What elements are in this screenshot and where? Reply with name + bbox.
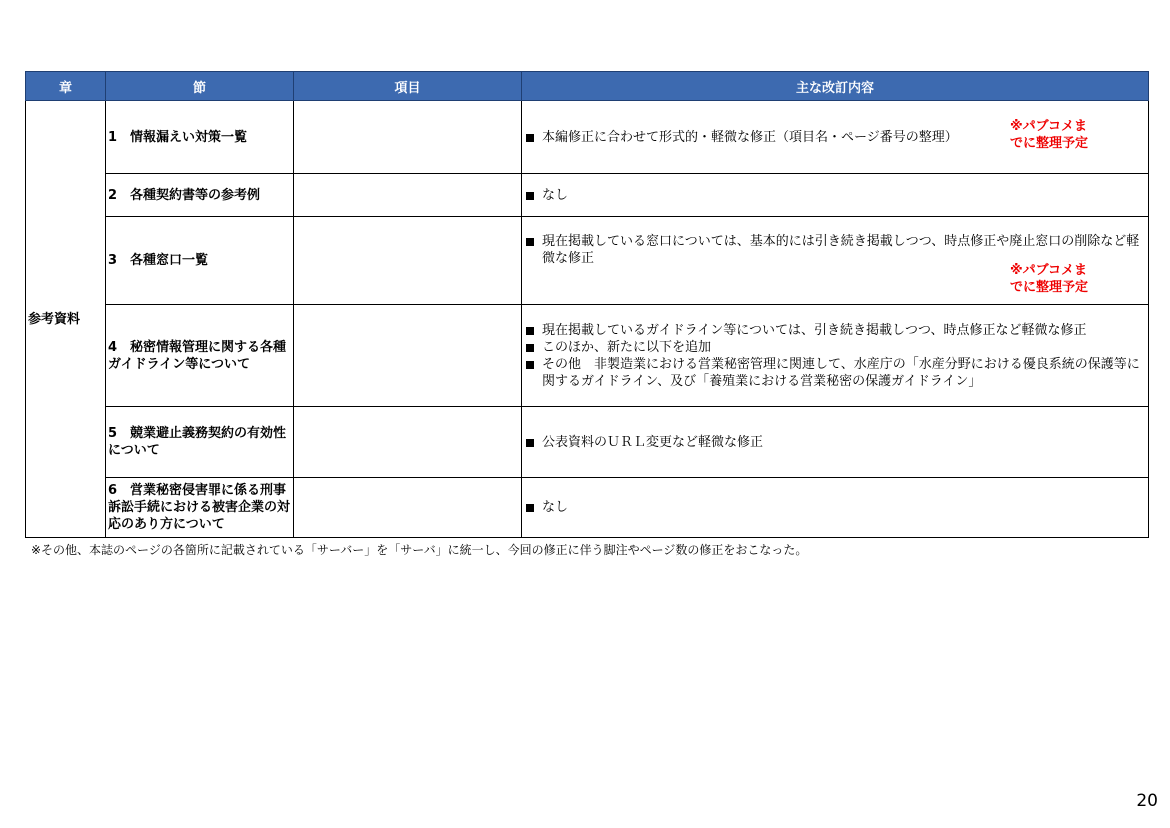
- bullet-item: 現在掲載しているガイドライン等については、引き続き掲載しつつ、時点修正など軽微な修正: [524, 322, 1146, 339]
- pending-note: ※パブコメまでに整理予定: [1010, 119, 1089, 151]
- table-row: [26, 305, 1149, 407]
- content-cell: [522, 101, 1149, 174]
- section-cell: 3 各種窓口一覧: [106, 217, 294, 305]
- bullet-item: 本編修正に合わせて形式的・軽微な修正（項目名・ページ番号の整理）: [524, 129, 1146, 146]
- header-item: 項目: [294, 72, 522, 101]
- table-header-row: [26, 72, 1149, 101]
- item-cell: [294, 478, 522, 538]
- bullet-item: 現在掲載している窓口については、基本的には引き続き掲載しつつ、時点修正や廃止窓口の削除など軽微な修正: [524, 233, 1146, 267]
- bullet-item: その他 非製造業における営業秘密管理に関連して、水産庁の「水産分野における優良系統の保護等に関するガイドライン、及び「養殖業における営業秘密の保護ガイドライン」: [524, 356, 1146, 390]
- section-cell: 5 競業避止義務契約の有効性について: [106, 407, 294, 478]
- content-cell: [522, 305, 1149, 407]
- revision-table: [25, 71, 1149, 538]
- bullet-item: なし: [524, 499, 1146, 516]
- item-cell: [294, 217, 522, 305]
- item-cell: [294, 174, 522, 217]
- section-cell: 4 秘密情報管理に関する各種ガイドライン等について: [106, 305, 294, 407]
- section-cell: 2 各種契約書等の参考例: [106, 174, 294, 217]
- section-cell: 6 営業秘密侵害罪に係る刑事訴訟手続における被害企業の対応のあり方について: [106, 478, 294, 538]
- item-cell: [294, 407, 522, 478]
- footnote: ※その他、本誌のページの各箇所に記載されている「サーバー」を「サーバ」に統一し、今回の修正に伴う脚注やページ数の修正をおこなった。: [31, 543, 808, 557]
- bullet-item: なし: [524, 187, 1146, 204]
- table-row: [26, 101, 1149, 174]
- bullet-list: [524, 434, 1146, 451]
- table-row: [26, 478, 1149, 538]
- page-number: 20: [1136, 791, 1158, 811]
- header-section: 節: [106, 72, 294, 101]
- content-cell: [522, 478, 1149, 538]
- content-cell: [522, 174, 1149, 217]
- bullet-item: このほか、新たに以下を追加: [524, 339, 1146, 356]
- bullet-item: 公表資料のＵＲＬ変更など軽微な修正: [524, 434, 1146, 451]
- content-cell: [522, 217, 1149, 305]
- content-cell: [522, 407, 1149, 478]
- bullet-list: [524, 322, 1146, 390]
- header-content: 主な改訂内容: [522, 72, 1149, 101]
- section-cell: 1 情報漏えい対策一覧: [106, 101, 294, 174]
- pending-note: ※パブコメまでに整理予定: [1010, 263, 1089, 295]
- chapter-cell: 参考資料: [26, 101, 106, 538]
- item-cell: [294, 305, 522, 407]
- header-chapter: 章: [26, 72, 106, 101]
- bullet-list: [524, 499, 1146, 516]
- table-row: [26, 174, 1149, 217]
- item-cell: [294, 101, 522, 174]
- table-row: [26, 407, 1149, 478]
- table-row: [26, 217, 1149, 305]
- bullet-list: [524, 187, 1146, 204]
